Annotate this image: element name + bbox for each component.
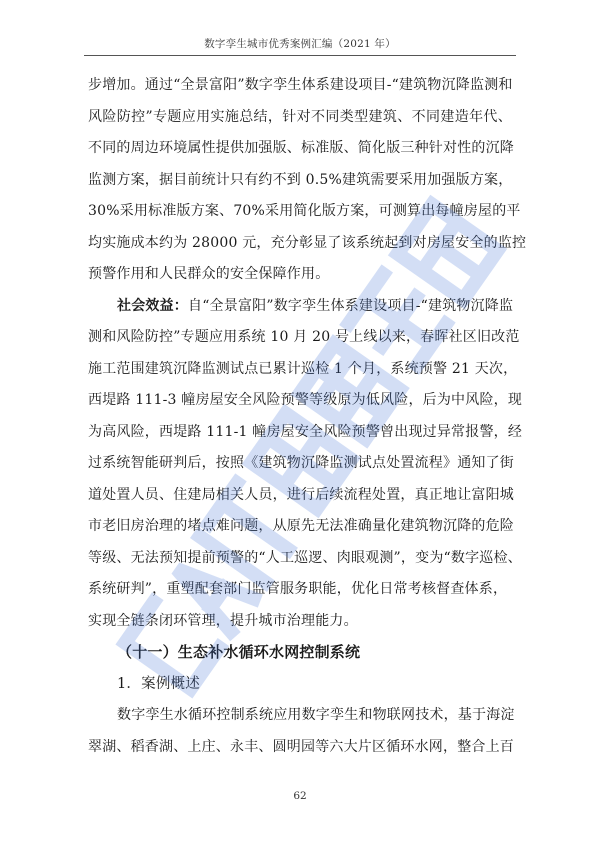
paragraph-line: 翠湖、稻香湖、上庄、永丰、圆明园等六大片区循环水网，整合上百 <box>88 738 514 755</box>
paragraph-text: 自“全景富阳”数字孪生体系建设项目-“建筑物沉降监 <box>188 297 514 314</box>
paragraph-line: 实现全链条闭环管理，提升城市治理能力。 <box>88 612 358 629</box>
paragraph-line: 道处置人员、住建局相关人员，进行后续流程处置，真正地让富阳城 <box>88 486 514 503</box>
subsection-heading: 1．案例概述 <box>117 675 200 692</box>
paragraph-line: 预警作用和人民群众的安全保障作用。 <box>88 266 330 282</box>
paragraph-line: 数字孪生水循环控制系统应用数字孪生和物联网技术，基于海淀 <box>117 707 515 723</box>
paragraph-line: 过系统智能研判后，按照《建筑物沉降监测试点处置流程》通知了街 <box>88 455 514 471</box>
paragraph-line: 不同的周边环境属性提供加强版、标准版、简化版三种针对性的沉降 <box>88 140 514 156</box>
running-header: 数字孪生城市优秀案例汇编（2021 年） <box>204 38 396 50</box>
paragraph-line: 为高风险，西堤路 111-1 幢房屋安全风险预警曾出现过异常报警，经 <box>88 423 523 440</box>
paragraph-line: 均实施成本约为 28000 元，充分彰显了该系统起到对房屋安全的监控 <box>88 234 527 251</box>
paragraph-line: 风险防控”专题应用实施总结，针对不同类型建筑、不同建造年代、 <box>88 108 512 125</box>
page-number: 62 <box>293 790 307 802</box>
paragraph-line: 步增加。通过“全景富阳”数字孪生体系建设项目-“建筑物沉降监测和 <box>88 77 513 93</box>
paragraph-line: 30%采用标准版方案、70%采用简化版方案，可测算出每幢房屋的平 <box>88 203 521 219</box>
paragraph-line: 监测方案，据目前统计只有约不到 0.5%建筑需要采用加强版方案， <box>88 171 513 188</box>
body-text <box>88 70 527 763</box>
paragraph-line: 系统研判”，重塑配套部门监管服务职能，优化日常考核督查体系， <box>88 581 508 597</box>
paragraph-line <box>88 291 512 323</box>
paragraph-line: 市老旧房治理的堵点难问题，从原先无法准确量化建筑物沉降的危险 <box>88 518 514 534</box>
paragraph-line: 测和风险防控”专题应用系统 10 月 20 号上线以来，春晖社区旧改范 <box>88 329 520 345</box>
social-benefit-label: 社会效益： <box>117 297 188 314</box>
paragraph-line: 施工范围建筑沉降监测试点已累计巡检 1 个月，系统预警 21 天次， <box>88 360 518 377</box>
header-rule <box>84 55 516 56</box>
section-heading: （十一）生态补水循环水网控制系统 <box>117 643 361 661</box>
paragraph-line: 等级、无法预知提前预警的“人工巡逻、肉眼观测”，变为“数字巡检、 <box>88 549 522 566</box>
paragraph-line: 西堤路 111-3 幢房屋安全风险预警等级原为低风险，后为中风险，现 <box>88 392 523 408</box>
